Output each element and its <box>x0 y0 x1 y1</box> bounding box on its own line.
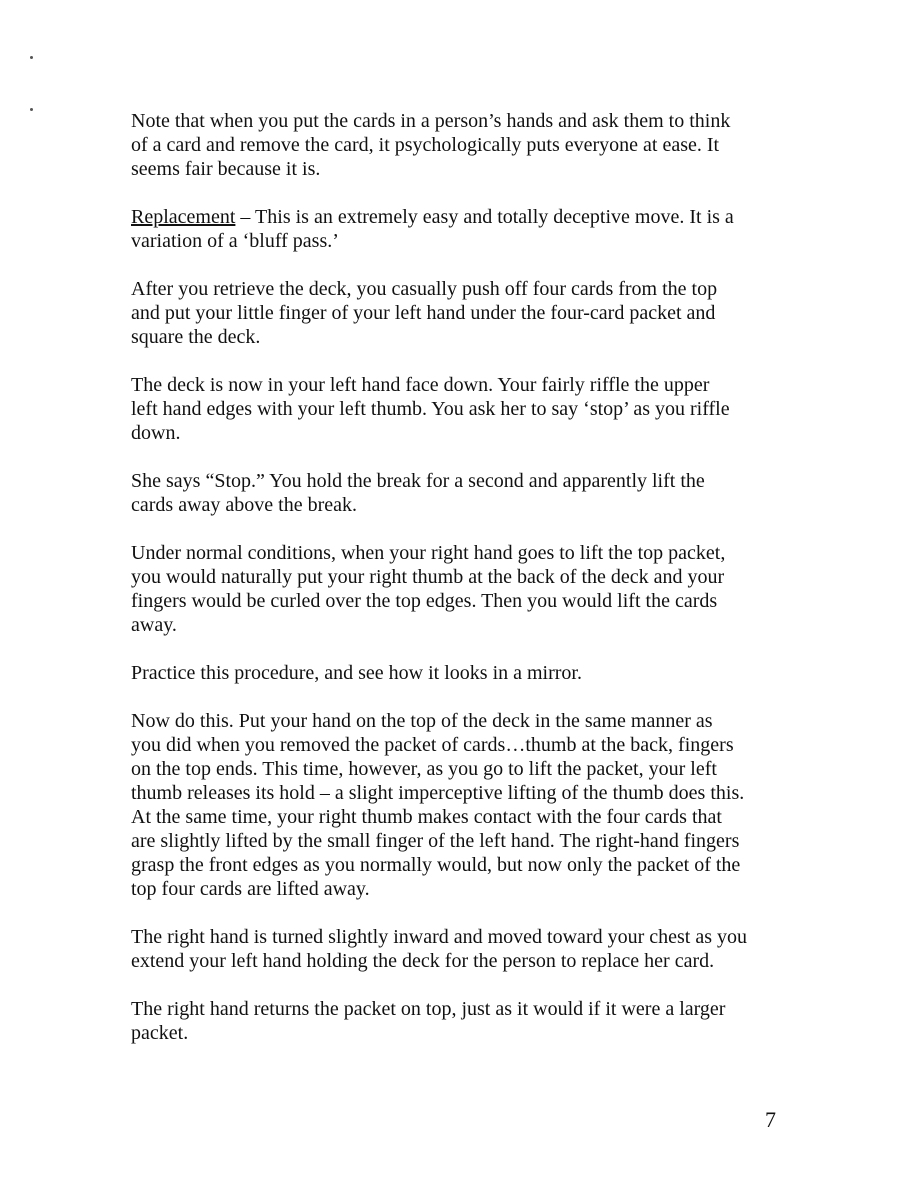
paragraph-replacement <box>131 205 791 253</box>
body-text <box>131 109 791 1069</box>
paragraph-practice: Practice this procedure, and see how it looks in a mirror. <box>131 662 582 684</box>
section-heading-replacement: Replacement <box>131 206 236 228</box>
paragraph-replacement-text: – This is an extremely easy and totally deceptive move. It is a variation of a ‘bluff pass.’ <box>131 206 734 252</box>
page-number: 7 <box>765 1107 776 1132</box>
paragraph-normal-conditions: Under normal conditions, when your right hand goes to lift the top packet, you would naturally put your right thumb at the back of the deck and your fingers would be curled over the top edges. Then you would lift the cards away. <box>131 542 726 636</box>
paragraph-riffle: The deck is now in your left hand face down. Your fairly riffle the upper left hand edges with your left thumb. You ask her to say ‘stop’ as you riffle down. <box>131 374 730 444</box>
scan-speck <box>30 56 33 59</box>
paragraph-right-hand-returns: The right hand returns the packet on top, just as it would if it were a larger packet. <box>131 998 726 1044</box>
paragraph-right-hand-turned: The right hand is turned slightly inward and moved toward your chest as you extend your left hand holding the deck for the person to replace her card. <box>131 926 747 972</box>
paragraph-now-do-this: Now do this. Put your hand on the top of the deck in the same manner as you did when you removed the packet of cards…thumb at the back, fingers on the top ends. This time, however, as you go to lift the packet, your left thumb releases its hold – a slight imperceptive lifting of the thumb does this. At the same time, your right thumb makes contact with the four cards that are slightly lifted by the small finger of the left hand. The right-hand fingers grasp the front edges as you normally would, but now only the packet of the top four cards are lifted away. <box>131 710 745 900</box>
paragraph-note: Note that when you put the cards in a person’s hands and ask them to think of a card and remove the card, it psychologically puts everyone at ease. It seems fair because it is. <box>131 110 731 180</box>
paragraph-retrieve: After you retrieve the deck, you casually push off four cards from the top and put your little finger of your left hand under the four-card packet and square the deck. <box>131 278 718 348</box>
scan-speck <box>30 108 33 111</box>
paragraph-stop: She says “Stop.” You hold the break for a second and apparently lift the cards away above the break. <box>131 470 705 516</box>
